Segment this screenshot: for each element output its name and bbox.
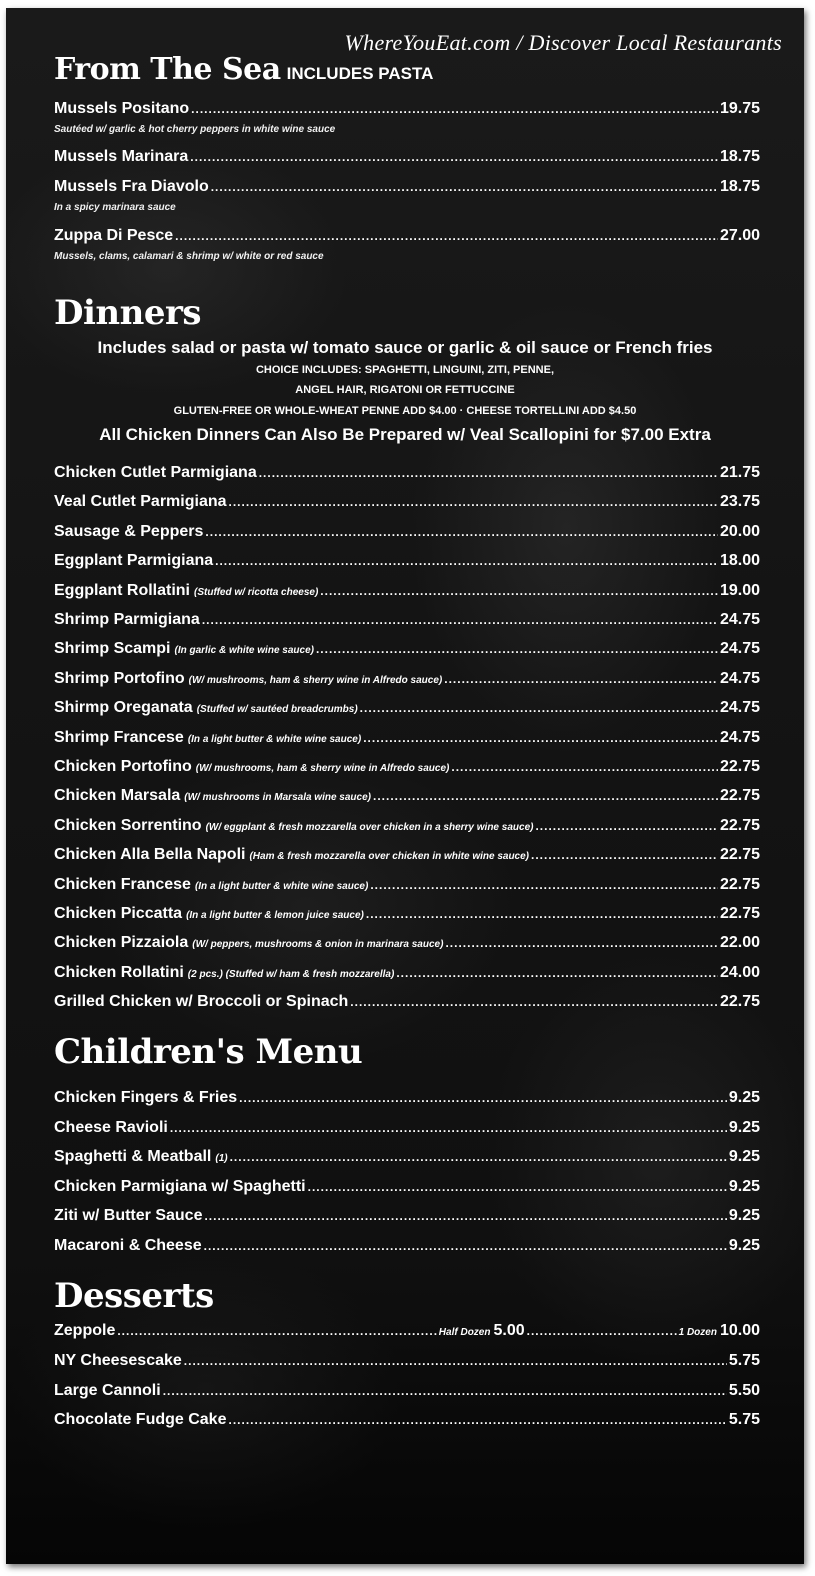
leader-dots: [396, 966, 718, 980]
item-price: 22.75: [719, 758, 760, 775]
item-description: Mussels, clams, calamari & shrimp w/ white or red sauce: [54, 251, 324, 262]
item-price: 24.75: [719, 728, 760, 746]
leader-dots: [308, 1180, 727, 1194]
leader-dots: [316, 642, 718, 656]
item-note: (W/ eggplant & fresh mozzarella over chicken in a sherry wine sauce): [205, 821, 534, 833]
item-description: In a spicy marinara sauce: [54, 202, 176, 213]
menu-item: [54, 846, 760, 868]
item-price: 24.75: [719, 640, 760, 658]
leader-dots: [373, 789, 718, 803]
menu-item-zeppole: [54, 1322, 760, 1344]
menu-item: [54, 100, 760, 122]
leader-dots: [204, 1209, 726, 1223]
menu-item: [54, 523, 760, 545]
menu-item: [54, 1207, 760, 1229]
leader-dots: [350, 995, 718, 1009]
item-price: 19.75: [719, 100, 760, 117]
item-name: Mussels Marinara: [54, 148, 189, 165]
item-price: 22.75: [719, 846, 760, 864]
item-name: Chicken Piccatta: [54, 905, 183, 922]
leader-dots: [202, 613, 718, 627]
item-name: Chicken Pizzaiola: [54, 934, 189, 952]
menu-item: [54, 876, 760, 898]
dozen-label: 1 Dozen: [678, 1327, 717, 1338]
item-note: (W/ mushrooms, ham & sherry wine in Alfredo sauce): [188, 674, 443, 686]
leader-dots: [175, 229, 718, 243]
item-price: 5.75: [728, 1411, 760, 1428]
leader-dots: [228, 1413, 726, 1427]
item-price: 20.00: [719, 522, 760, 540]
menu-item: [54, 699, 760, 721]
menu-panel: [6, 8, 804, 1564]
item-note: (2 pcs.) (Stuffed w/ ham & fresh mozzarella): [187, 968, 395, 980]
item-price: 19.00: [719, 581, 760, 599]
leader-dots: [445, 936, 718, 950]
menu-item: [54, 464, 760, 486]
half-dozen-label: Half Dozen: [438, 1327, 491, 1338]
menu-item: [54, 1382, 760, 1404]
item-price: 22.75: [719, 875, 760, 893]
item-price: 22.00: [719, 934, 760, 952]
leader-dots: [451, 760, 718, 774]
leader-dots: [184, 1354, 727, 1368]
item-name: Mussels Positano: [54, 100, 190, 117]
section-title-dinners: Dinners: [54, 293, 202, 333]
item-price: 27.00: [719, 227, 760, 244]
item-name: Mussels Fra Diavolo: [54, 178, 209, 195]
leader-dots: [360, 701, 718, 715]
item-name: Macaroni & Cheese: [54, 1237, 202, 1254]
menu-item: [54, 582, 760, 604]
leader-dots: [527, 1324, 677, 1338]
item-name: Chicken Francese: [54, 875, 191, 893]
dinners-note: All Chicken Dinners Can Also Be Prepared w/ Veal Scallopini for $7.00 Extra: [99, 425, 711, 444]
leader-dots: [191, 102, 718, 116]
leader-dots: [230, 1150, 727, 1164]
item-name: Spaghetti & Meatball: [54, 1148, 212, 1166]
item-name: Chicken Sorrentino: [54, 816, 202, 834]
item-name: Chocolate Fudge Cake: [54, 1411, 227, 1428]
section-title-desserts: Desserts: [54, 1276, 214, 1316]
menu-item: [54, 993, 760, 1015]
item-name: Grilled Chicken w/ Broccoli or Spinach: [54, 993, 349, 1011]
leader-dots: [444, 672, 718, 686]
site-watermark: WhereYouEat.com / Discover Local Restaurants: [344, 30, 782, 55]
item-price: 21.75: [719, 464, 760, 481]
menu-item: [54, 1352, 760, 1374]
menu-item: [54, 227, 760, 249]
dozen-price: 10.00: [719, 1322, 760, 1339]
item-price: 22.75: [719, 787, 760, 805]
item-price: 5.75: [728, 1352, 760, 1369]
section-title-childrens-menu: Children's Menu: [54, 1032, 363, 1072]
item-name: Shrimp Portofino: [54, 669, 185, 687]
half-dozen-price: 5.00: [493, 1322, 525, 1339]
leader-dots: [215, 554, 718, 568]
item-price: 24.00: [719, 963, 760, 981]
leader-dots: [170, 1121, 727, 1135]
item-price: 9.25: [728, 1177, 760, 1195]
item-name: Zuppa Di Pesce: [54, 227, 174, 244]
leader-dots: [535, 819, 717, 833]
menu-item: [54, 1148, 760, 1170]
item-name: Shrimp Parmigiana: [54, 611, 200, 628]
item-note: (In a light butter & lemon juice sauce): [186, 910, 364, 921]
item-price: 18.00: [719, 552, 760, 570]
item-price: 24.75: [719, 669, 760, 687]
item-note: (W/ mushrooms, ham & sherry wine in Alfredo sauce): [195, 763, 450, 774]
item-name: Cheese Ravioli: [54, 1118, 168, 1136]
item-name: Shrimp Scampi: [54, 640, 171, 658]
menu-item: [54, 670, 760, 692]
item-price: 9.25: [728, 1089, 760, 1106]
item-note: (Ham & fresh mozzarella over chicken in white wine sauce): [249, 851, 530, 863]
item-price: 18.75: [719, 178, 760, 195]
item-name: Chicken Marsala: [54, 787, 181, 805]
item-name: Chicken Portofino: [54, 758, 192, 775]
item-name: Zeppole: [54, 1322, 116, 1339]
item-price: 24.75: [719, 611, 760, 628]
item-note: (In a light butter & white wine sauce): [194, 880, 369, 892]
item-name: Veal Cutlet Parmigiana: [54, 493, 227, 511]
menu-item: [54, 148, 760, 170]
item-price: 22.75: [719, 993, 760, 1011]
dinners-note: CHOICE INCLUDES: SPAGHETTI, LINGUINI, ZITI, PENNE,: [255, 364, 555, 376]
item-price: 24.75: [719, 699, 760, 717]
dinners-note: ANGEL HAIR, RIGATONI OR FETTUCCINE: [295, 384, 515, 396]
leader-dots: [229, 495, 718, 509]
item-note: (In a light butter & white wine sauce): [187, 733, 362, 745]
menu-item: [54, 934, 760, 956]
section-title-text: From The Sea: [54, 52, 281, 87]
menu-item: [54, 1411, 760, 1433]
menu-item: [54, 1089, 760, 1111]
menu-item: [54, 1237, 760, 1259]
leader-dots: [190, 150, 718, 164]
leader-dots: [531, 848, 718, 862]
menu-item: [54, 964, 760, 986]
menu-item: [54, 905, 760, 927]
menu-item: [54, 1178, 760, 1200]
leader-dots: [259, 466, 718, 480]
item-price: 23.75: [719, 493, 760, 511]
section-title-from-the-sea: [54, 52, 433, 87]
leader-dots: [239, 1091, 727, 1105]
item-name: NY Cheesescake: [54, 1352, 182, 1369]
item-note: (Stuffed w/ sautéed breadcrumbs): [196, 704, 358, 716]
leader-dots: [370, 878, 718, 892]
menu-item: [54, 611, 760, 633]
item-name: Chicken Parmigiana w/ Spaghetti: [54, 1177, 306, 1195]
menu-item: [54, 787, 760, 809]
leader-dots: [211, 180, 718, 194]
item-name: Ziti w/ Butter Sauce: [54, 1207, 203, 1225]
item-name: Large Cannoli: [54, 1381, 161, 1399]
section-subtitle: INCLUDES PASTA: [286, 64, 434, 83]
item-name: Chicken Alla Bella Napoli: [54, 846, 246, 864]
menu-item: [54, 729, 760, 751]
item-name: Eggplant Parmigiana: [54, 552, 214, 570]
item-price: 9.25: [728, 1237, 760, 1254]
item-name: Sausage & Peppers: [54, 522, 204, 540]
leader-dots: [117, 1324, 436, 1338]
item-name: Chicken Rollatini: [54, 963, 184, 981]
menu-item: [54, 1119, 760, 1141]
item-price: 9.25: [728, 1148, 760, 1166]
item-description: Sautéed w/ garlic & hot cherry peppers in white wine sauce: [54, 124, 336, 135]
item-name: Shirmp Oreganata: [54, 699, 193, 717]
menu-item: [54, 178, 760, 200]
menu-item: [54, 640, 760, 662]
item-note: (In garlic & white wine sauce): [174, 645, 314, 657]
item-name: Chicken Cutlet Parmigiana: [54, 464, 257, 481]
leader-dots: [363, 731, 718, 745]
leader-dots: [163, 1384, 727, 1398]
leader-dots: [320, 584, 718, 598]
item-note: (W/ peppers, mushrooms & onion in marinara sauce): [192, 939, 444, 951]
item-price: 9.25: [728, 1118, 760, 1136]
item-name: Chicken Fingers & Fries: [54, 1089, 238, 1106]
menu-item: [54, 758, 760, 780]
menu-item: [54, 552, 760, 574]
dinners-note: GLUTEN-FREE OR WHOLE-WHEAT PENNE ADD $4.00 · CHEESE TORTELLINI ADD $4.50: [173, 405, 637, 417]
menu-item: [54, 817, 760, 839]
item-note: (W/ mushrooms in Marsala wine sauce): [184, 792, 371, 804]
item-note: (Stuffed w/ ricotta cheese): [194, 586, 319, 598]
leader-dots: [205, 525, 718, 539]
item-name: Shrimp Francese: [54, 728, 184, 746]
dinners-note: Includes salad or pasta w/ tomato sauce or garlic & oil sauce or French fries: [97, 338, 713, 357]
item-price: 22.75: [719, 905, 760, 922]
item-price: 22.75: [719, 816, 760, 834]
item-price: 9.25: [728, 1207, 760, 1225]
item-price: 18.75: [719, 148, 760, 165]
item-price: 5.50: [728, 1381, 760, 1399]
leader-dots: [366, 907, 718, 921]
item-name: Eggplant Rollatini: [54, 581, 190, 599]
leader-dots: [204, 1239, 727, 1253]
item-note: (1): [215, 1153, 228, 1165]
menu-item: [54, 493, 760, 515]
